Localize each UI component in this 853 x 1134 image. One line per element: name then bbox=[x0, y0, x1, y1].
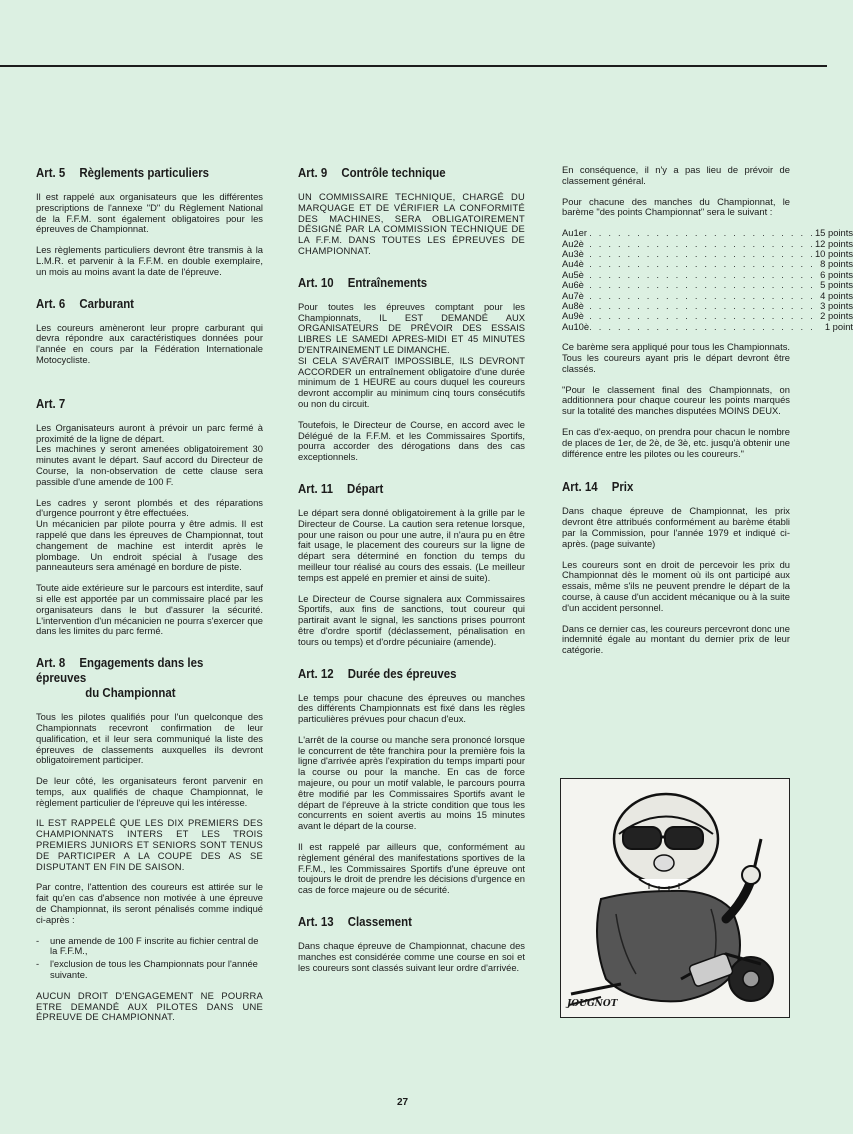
page-number: 27 bbox=[397, 1097, 409, 1108]
points-value: 15 points bbox=[814, 227, 853, 239]
leader-dots: . . . . . . . . . . . . . . . . . . . . . . . . bbox=[589, 310, 815, 322]
list-item: - l'exclusion de tous les Championnats pour l'année suivante. bbox=[36, 959, 263, 981]
leader-dots: . . . . . . . . . . . . . . . . . . . . . . . . bbox=[589, 227, 815, 239]
points-value: 1 point bbox=[824, 320, 853, 332]
leader-dots: . . . . . . . . . . . . . . . . . . . . . . . . bbox=[589, 268, 815, 280]
article-number: Art. 7 bbox=[36, 395, 66, 411]
paragraph: IL EST RAPPELÉ QUE LES DIX PREMIERS DES CHAMPIONNATS INTERS ET LES TROIS PREMIERS JUNIORS ET SENIORS SONT TENUS DE PARTICIPER A LA COUPE DES AS SE DISPUTANT EN FIN DE SAISON. bbox=[36, 817, 263, 872]
au-label: Au bbox=[562, 320, 574, 332]
paragraph: L'arrêt de la course ou manche sera prononcé lorsque le concurrent de tête franchira pour la première fois la ligne d'arrivée après l'expiration du temps imparti pour la course ou pour la manche. En cas de force majeure, ou pour un motif valable, le parcours pourra être modifié par les Commissaires Sportifs avant le départ de l'épreuve à la stricte condition que tous les concurrents en soient avertis au moins 15 minutes avant le départ de la course. bbox=[298, 733, 525, 832]
rank: 3è bbox=[573, 248, 584, 259]
points-value: 4 points bbox=[820, 289, 853, 301]
paragraph: Les machines y seront amenées obligatoirement 30 minutes avant le départ. Sauf accord du Directeur de Course, la non-observation de cette clause sera passible d'une amende de 100 F. bbox=[36, 443, 263, 487]
article-title-line-2: du Championnat bbox=[85, 685, 176, 701]
leader-dots: . . . . . . . . . . . . . . . . . . . . . . . . bbox=[589, 237, 815, 249]
article-10 bbox=[298, 275, 525, 463]
paragraph: Tous les pilotes qualifiés pour l'un quelconque des Championnats recevront confirmation de leur qualification, et il leur sera communiqué la liste des épreuves de classements auxquelles ils devront obligatoirement participer. bbox=[36, 711, 263, 766]
cartoon-illustration bbox=[561, 779, 789, 1017]
paragraph: Le temps pour chacune des épreuves ou manches des différents Championnats est fixé dans les règles particulières prévues pour chacun d'eux. bbox=[298, 691, 525, 725]
article-8 bbox=[36, 655, 263, 1023]
article-number: Art. 14 bbox=[562, 479, 598, 495]
au-label: Au bbox=[562, 310, 574, 322]
leader-dots: . . . . . . . . . . . . . . . . . . . . . . . . bbox=[589, 248, 815, 259]
paragraph: Il est rappelé par ailleurs que, conformément au règlement général des manifestations sportives de la F.F.M., les Commissaires Sportifs d'une épreuve ont toujours le droit de prendre les décisions d'urgence en cas de force majeure ou de sécurité. bbox=[298, 841, 525, 896]
paragraph: Les coureurs sont en droit de percevoir les prix du Championnat dès le moment où ils ont participé aux essais, même s'ils ne peuvent prendre le départ de la course, à cause d'un accident mécanique ou à la suite d'un accident personnel. bbox=[562, 558, 790, 613]
article-number: Art. 11 bbox=[298, 480, 333, 496]
leader-dots: . . . . . . . . . . . . . . . . . . . . . . . . bbox=[589, 258, 815, 270]
article-7 bbox=[36, 396, 263, 637]
paragraph: SI CELA S'AVÉRAIT IMPOSSIBLE, ILS DEVRONT ACCORDER un entraînement obligatoire d'une durée minimum de 1 HEURE au cours duquel les coureurs devront accomplir au minimum cinq tours consécutifs ou non du circuit. bbox=[298, 354, 525, 409]
leader-dots: . . . . . . . . . . . . . . . . . . . . . . . . bbox=[589, 289, 815, 301]
rank: 2è bbox=[573, 237, 584, 249]
rank: 10è bbox=[573, 320, 590, 332]
list-item: - une amende de 100 F inscrite au fichier central de la F.F.M., bbox=[36, 936, 263, 958]
article-11 bbox=[298, 481, 525, 648]
article-number: Art. 13 bbox=[298, 914, 334, 930]
paragraph: Les cadres y seront plombés et des réparations d'urgence pourront y être effectuées. bbox=[36, 496, 263, 519]
paragraph: Ce barème sera appliqué pour tous les Championnats. Tous les coureurs ayant pris le départ devront être classés. bbox=[562, 341, 790, 374]
au-label: Au bbox=[562, 258, 574, 270]
leader-dots: . . . . . . . . . . . . . . . . . . . . . . . . bbox=[589, 300, 815, 312]
leader-dots: . . . . . . . . . . . . . . . . . . . . . . . . bbox=[589, 320, 815, 332]
paragraph: Toutefois, le Directeur de Course, en accord avec le Délégué de la F.F.M. et les Commissaires Sportifs, pourra accorder des dérogations dans des cas exceptionnels. bbox=[298, 418, 525, 463]
paragraph: UN COMMISSAIRE TECHNIQUE, CHARGÉ DU MARQUAGE ET DE VÉRIFIER LA CONFORMITÉ DES MACHINES, SERA OBLIGATOIREMENT DÉSIGNÉ PAR LA COMMISSION TECHNIQUE DE LA F.F.M. DANS TOUTES LES ÉPREUVES DE CHAMPIONNAT. bbox=[298, 191, 525, 256]
paragraph: "Pour le classement final des Championnats, on additionnera pour chaque coureur les points marqués sur la totalité des manches disputées MOINS DEUX. bbox=[562, 383, 790, 417]
au-label: Au bbox=[562, 268, 574, 280]
article-number: Art. 5 bbox=[36, 165, 66, 180]
article-title: Entraînements bbox=[347, 274, 428, 290]
column-2 bbox=[298, 165, 525, 983]
article-13 bbox=[298, 914, 525, 973]
paragraph: Il est rappelé aux organisateurs que les différentes prescriptions de l'annexe "D" du Règlement National de la F.F.M. sont également obligatoires pour les épreuves de Championnat. bbox=[36, 191, 263, 235]
paragraph: Dans chaque épreuve de Championnat, chacune des manches est considérée comme une course en soi et les coureurs sont classés suivant leur ordre d'arrivée. bbox=[298, 940, 525, 973]
article-title: Contrôle technique bbox=[341, 165, 446, 180]
motocross-rider-cartoon bbox=[560, 778, 790, 1018]
paragraph: Un mécanicien par pilote pourra y être admis. Il est rappelé que dans les épreuves de Championnat, tout changement de machine est interdit après le plombage. Un endroit spécial à l'usage des panneauteurs sera aménagé en bordure de piste. bbox=[36, 518, 263, 573]
rank: 4è bbox=[573, 258, 584, 270]
paragraph: Le Directeur de Course signalera aux Commissaires Sportifs, aux fins de sanctions, tout coureur qui partirait avant le signal, les sanctions prises pourront être d'ordre sportif (déclassement, pénalisation en tours ou temps) et d'ordre pécuniaire (amende). bbox=[298, 592, 525, 647]
article-14-heading bbox=[562, 479, 763, 494]
rank: 1er bbox=[573, 227, 588, 239]
article-title: Prix bbox=[611, 479, 634, 495]
rank: 5è bbox=[573, 268, 584, 280]
article-10-heading bbox=[298, 275, 498, 290]
article-number: Art. 8 bbox=[36, 655, 66, 671]
paragraph: Par contre, l'attention des coureurs est attirée sur le fait qu'en cas d'absence non motivée à une épreuve de Championnat, ils seront pénalisés comme indiqué ci-après : bbox=[36, 881, 263, 925]
paragraph: En conséquence, il n'y a pas lieu de prévoir de classement général. bbox=[562, 164, 790, 186]
points-value: 3 points bbox=[820, 300, 853, 312]
article-5-heading bbox=[36, 165, 236, 180]
article-title: Règlements particuliers bbox=[79, 165, 210, 180]
paragraph: Les règlements particuliers devront être transmis à la L.M.R. et parvenir à la F.F.M. en double exemplaire, un mois au moins avant la date de l'épreuve. bbox=[36, 244, 263, 277]
cartoon-signature: JOUGNOT bbox=[567, 999, 618, 1009]
article-title: Départ bbox=[347, 480, 384, 496]
article-11-heading bbox=[298, 481, 498, 496]
article-title: Classement bbox=[347, 914, 412, 930]
penalty-list bbox=[36, 936, 263, 981]
article-12 bbox=[298, 666, 525, 897]
points-value: 10 points bbox=[814, 248, 853, 259]
points-row bbox=[562, 322, 853, 332]
article-9-heading bbox=[298, 165, 498, 180]
article-12-heading bbox=[298, 666, 498, 681]
paragraph: Les coureurs amèneront leur propre carburant qui devra répondre aux caractéristiques données pour l'année en cours par la Fédération Internationale Motocycliste. bbox=[36, 321, 263, 365]
article-number: Art. 6 bbox=[36, 295, 66, 311]
paragraph: Dans chaque épreuve de Championnat, les prix devront être attribués conformément au barème établi par la Commission, pour l'année 1979 et indiqué ci-après. (page suivante) bbox=[562, 505, 790, 549]
article-title: Carburant bbox=[79, 295, 134, 311]
points-value: 6 points bbox=[820, 268, 853, 280]
leader-dots: . . . . . . . . . . . . . . . . . . . . . . . . bbox=[589, 279, 815, 291]
article-8-heading bbox=[36, 655, 236, 700]
rank: 6è bbox=[573, 279, 584, 291]
paragraph: Dans ce dernier cas, les coureurs percevront donc une indemnité égale au montant du dernier prix de leur catégorie. bbox=[562, 622, 790, 656]
article-number: Art. 12 bbox=[298, 665, 334, 681]
paragraph: Pour chacune des manches du Championnat, le barème "des points Championnat" sera le suivant : bbox=[562, 195, 790, 218]
rank: 8è bbox=[573, 300, 584, 312]
article-9 bbox=[298, 165, 525, 257]
rank: 9è bbox=[573, 310, 584, 322]
au-label: Au bbox=[562, 289, 574, 301]
au-label: Au bbox=[562, 248, 574, 259]
au-label: Au bbox=[562, 237, 574, 249]
article-6-heading bbox=[36, 296, 236, 311]
au-label: Au bbox=[562, 227, 574, 239]
points-table bbox=[562, 228, 853, 332]
article-title: Durée des épreuves bbox=[347, 665, 457, 681]
article-14 bbox=[562, 479, 790, 656]
article-7-heading bbox=[36, 396, 236, 411]
article-title: Engagements dans les épreuves bbox=[36, 655, 204, 686]
points-value: 5 points bbox=[820, 279, 853, 291]
article-number: Art. 9 bbox=[298, 165, 328, 180]
rank: 7è bbox=[573, 289, 584, 301]
paragraph: AUCUN DROIT D'ENGAGEMENT NE POURRA ETRE DEMANDÉ AUX PILOTES DANS UNE ÉPREUVE DE CHAMPIONNAT. bbox=[36, 989, 263, 1023]
points-value: 12 points bbox=[814, 237, 853, 249]
paragraph: Pour toutes les épreuves comptant pour les Championnats, IL EST DEMANDÉ AUX ORGANISATEURS DE PRÉVOIR DES ESSAIS LIBRES LE SAMEDI APRES-MIDI ET 45 MINUTES D'ENTRAINEMENT LE DIMANCHE. bbox=[298, 300, 525, 355]
points-value: 2 points bbox=[820, 310, 853, 322]
points-value: 8 points bbox=[820, 258, 853, 270]
header-rule bbox=[0, 65, 827, 67]
column-1 bbox=[36, 165, 263, 1033]
article-number: Art. 10 bbox=[298, 274, 334, 290]
paragraph: De leur côté, les organisateurs feront parvenir en temps, aux qualifiés de chaque Championnat, le règlement particulier de l'épreuve qui les intéresse. bbox=[36, 775, 263, 808]
article-13-heading bbox=[298, 914, 498, 929]
column-3 bbox=[562, 164, 853, 666]
paragraph: Toute aide extérieure sur le parcours est interdite, sauf si elle est apportée par un commissaire placé par les organisateurs dans le but d'assurer la sécurité. L'intervention d'un mécanicien ne pourra s'exercer que dans les limites du parc fermé. bbox=[36, 582, 263, 637]
au-label: Au bbox=[562, 279, 574, 291]
paragraph: En cas d'ex-aequo, on prendra pour chacun le nombre de places de 1er, de 2è, de 3è, etc. jusqu'à obtenir une différence entre les pilotes ou les coureurs." bbox=[562, 426, 790, 459]
paragraph: Le départ sera donné obligatoirement à la grille par le Directeur de Course. La caution sera retenue lorsque, pour une raison ou pour une autre, il n'aura pu en être fait usage, le placement des coureurs sur la ligne de départ sera déterminé en fonction du temps du meilleur tour réalisé au cours des essais. (Le meilleur temps est appelé en premier et ainsi de suite). bbox=[298, 506, 525, 583]
paragraph: Les Organisateurs auront à prévoir un parc fermé à proximité de la ligne de départ. bbox=[36, 421, 263, 444]
article-5 bbox=[36, 165, 263, 278]
au-label: Au bbox=[562, 300, 574, 312]
article-6 bbox=[36, 296, 263, 366]
